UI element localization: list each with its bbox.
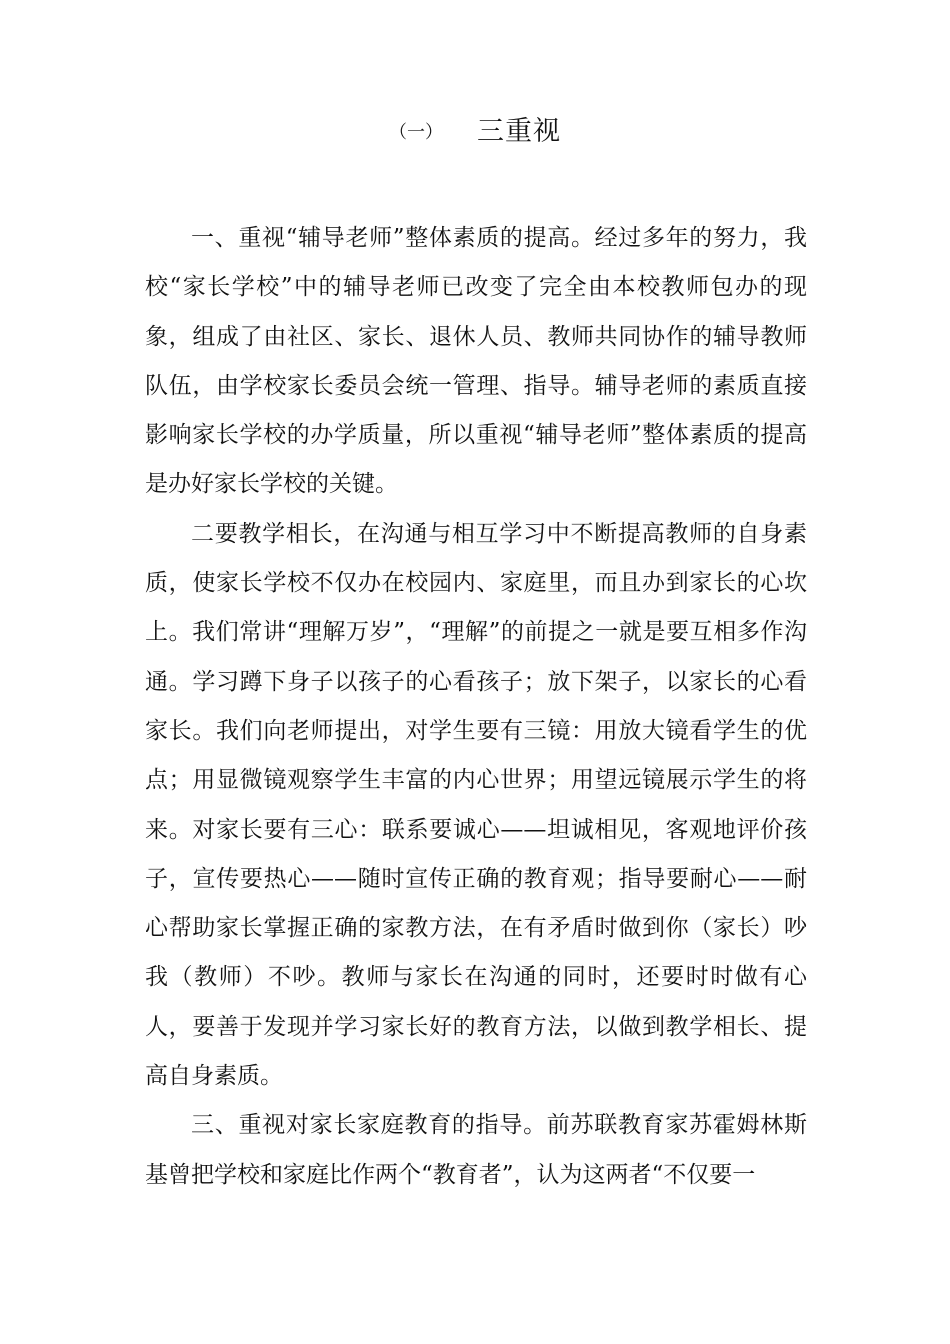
paragraph-3: 三、重视对家长家庭教育的指导。前苏联教育家苏霍姆林斯基曾把学校和家庭比作两个“教育者”，认为这两者“不仅要一 [145, 1112, 807, 1188]
body-text [145, 214, 807, 1200]
paragraph-2: 二要教学相长，在沟通与相互学习中不断提高教师的自身素质，使家长学校不仅办在校园内、家庭里，而且办到家长的心坎上。我们常讲“理解万岁”，“理解”的前提之一就是要互相多作沟通。学习蹲下身子以孩子的心看孩子；放下架子，以家长的心看家长。我们向老师提出，对学生要有三镜：用放大镜看学生的优点；用显微镜观察学生丰富的内心世界；用望远镜展示学生的将来。对家长要有三心：联系要诚心——坦诚相见，客观地评价孩子，宣传要热心——随时宣传正确的教育观；指导要耐心——耐心帮助家长掌握正确的家教方法，在有矛盾时做到你（家长）吵我（教师）不吵。教师与家长在沟通的同时，还要时时做有心人，要善于发现并学习家长好的教育方法，以做到教学相长、提高自身素质。 [145, 520, 807, 1090]
paragraph-1: 一、重视“辅导老师”整体素质的提高。经过多年的努力，我校“家长学校”中的辅导老师已改变了完全由本校教师包办的现象，组成了由社区、家长、退休人员、教师共同协作的辅导教师队伍，由学校家长委员会统一管理、指导。辅导老师的素质直接影响家长学校的办学质量，所以重视“辅导老师”整体素质的提高是办好家长学校的关键。 [145, 225, 807, 498]
section-heading [0, 112, 950, 153]
section-index: （一） [389, 122, 443, 143]
section-title: 三重视 [477, 116, 561, 147]
